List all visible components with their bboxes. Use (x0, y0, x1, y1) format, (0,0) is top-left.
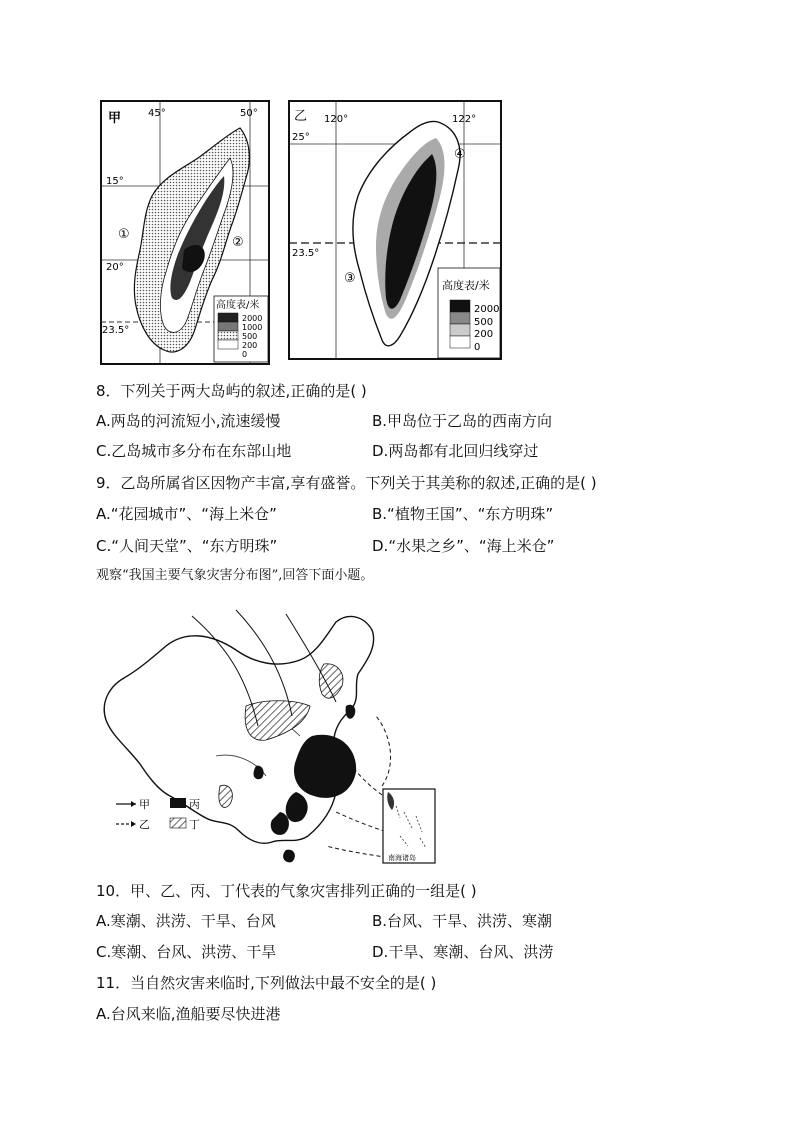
map-jia-lat3: 23.5° (102, 325, 130, 336)
map-yi-legend-2: 200 (474, 329, 494, 340)
map-yi-legend-1: 500 (474, 317, 494, 328)
map-jia-lat2: 20° (106, 262, 124, 273)
map-jia-legend-1: 1000 (242, 323, 263, 332)
map-jia-legend-3: 200 (242, 341, 258, 350)
inset-label: 南海诸岛 (388, 854, 416, 862)
q10-stem: 10．甲、乙、丙、丁代表的气象灾害排列正确的一组是( ) (96, 882, 477, 900)
map-yi-legend-title: 高度表/米 (442, 279, 490, 292)
map-jia-mark1: ① (118, 227, 130, 242)
q8-option-d[interactable]: D.两岛都有北回归线穿过 (372, 442, 539, 460)
legend-yi: 乙 (139, 818, 150, 831)
map-yi-legend-0: 2000 (474, 304, 500, 315)
q9-stem: 9．乙岛所属省区因物产丰富,享有盛誉。下列关于其美称的叙述,正确的是( ) (96, 474, 597, 492)
map-jia-lon2: 50° (240, 108, 258, 119)
map-yi-legend-3: 0 (474, 342, 481, 353)
map-jia-legend-4: 0 (242, 350, 248, 359)
q11-option-a[interactable]: A.台风来临,渔船要尽快进港 (96, 1005, 281, 1023)
q10-option-a[interactable]: A.寒潮、洪涝、干旱、台风 (96, 912, 276, 930)
map-yi-lon2: 122° (452, 114, 477, 125)
map-jia-legend-0: 2000 (242, 314, 263, 323)
map-jia-title: 甲 (108, 111, 122, 126)
south-sea-inset (382, 788, 436, 864)
q9-option-b[interactable]: B.“植物王国”、“东方明珠” (372, 505, 554, 523)
map-jia-legend-2: 500 (242, 332, 258, 341)
q10-option-b[interactable]: B.台风、干旱、洪涝、寒潮 (372, 912, 553, 930)
q8-stem: 8．下列关于两大岛屿的叙述,正确的是( ) (96, 382, 367, 400)
map-jia-lon1: 45° (148, 108, 166, 119)
map-jia-lat1: 15° (106, 176, 124, 187)
map-jia-mark2: ② (232, 235, 244, 250)
legend-bing: 丙 (189, 798, 200, 811)
intro-text: 观察“我国主要气象灾害分布图”,回答下面小题。 (96, 568, 374, 583)
map-yi (288, 100, 502, 360)
q8-option-c[interactable]: C.乙岛城市多分布在东部山地 (96, 442, 292, 460)
q8-option-b[interactable]: B.甲岛位于乙岛的西南方向 (372, 412, 553, 430)
map-yi-title: 乙 (294, 109, 308, 124)
legend-jia: 甲 (139, 798, 150, 811)
q9-option-a[interactable]: A.“花园城市”、“海上米仓” (96, 505, 277, 523)
legend-ding: 丁 (189, 818, 200, 831)
map-yi-lat1: 25° (292, 132, 310, 143)
map-jia-legend-title: 高度表/米 (216, 300, 260, 311)
map-yi-lat2: 23.5° (292, 248, 320, 259)
map-yi-mark4: ④ (454, 147, 466, 162)
q9-option-d[interactable]: D.“水果之乡”、“海上米仓” (372, 537, 555, 555)
map-yi-lon1: 120° (324, 114, 349, 125)
q9-option-c[interactable]: C.“人间天堂”、“东方明珠” (96, 537, 278, 555)
q11-stem: 11．当自然灾害来临时,下列做法中最不安全的是( ) (96, 974, 437, 992)
q10-option-c[interactable]: C.寒潮、台风、洪涝、干旱 (96, 943, 277, 961)
q10-option-d[interactable]: D.干旱、寒潮、台风、洪涝 (372, 943, 554, 961)
q8-option-a[interactable]: A.两岛的河流短小,流速缓慢 (96, 412, 281, 430)
map-yi-mark3: ③ (344, 271, 356, 286)
map-jia (100, 100, 270, 365)
